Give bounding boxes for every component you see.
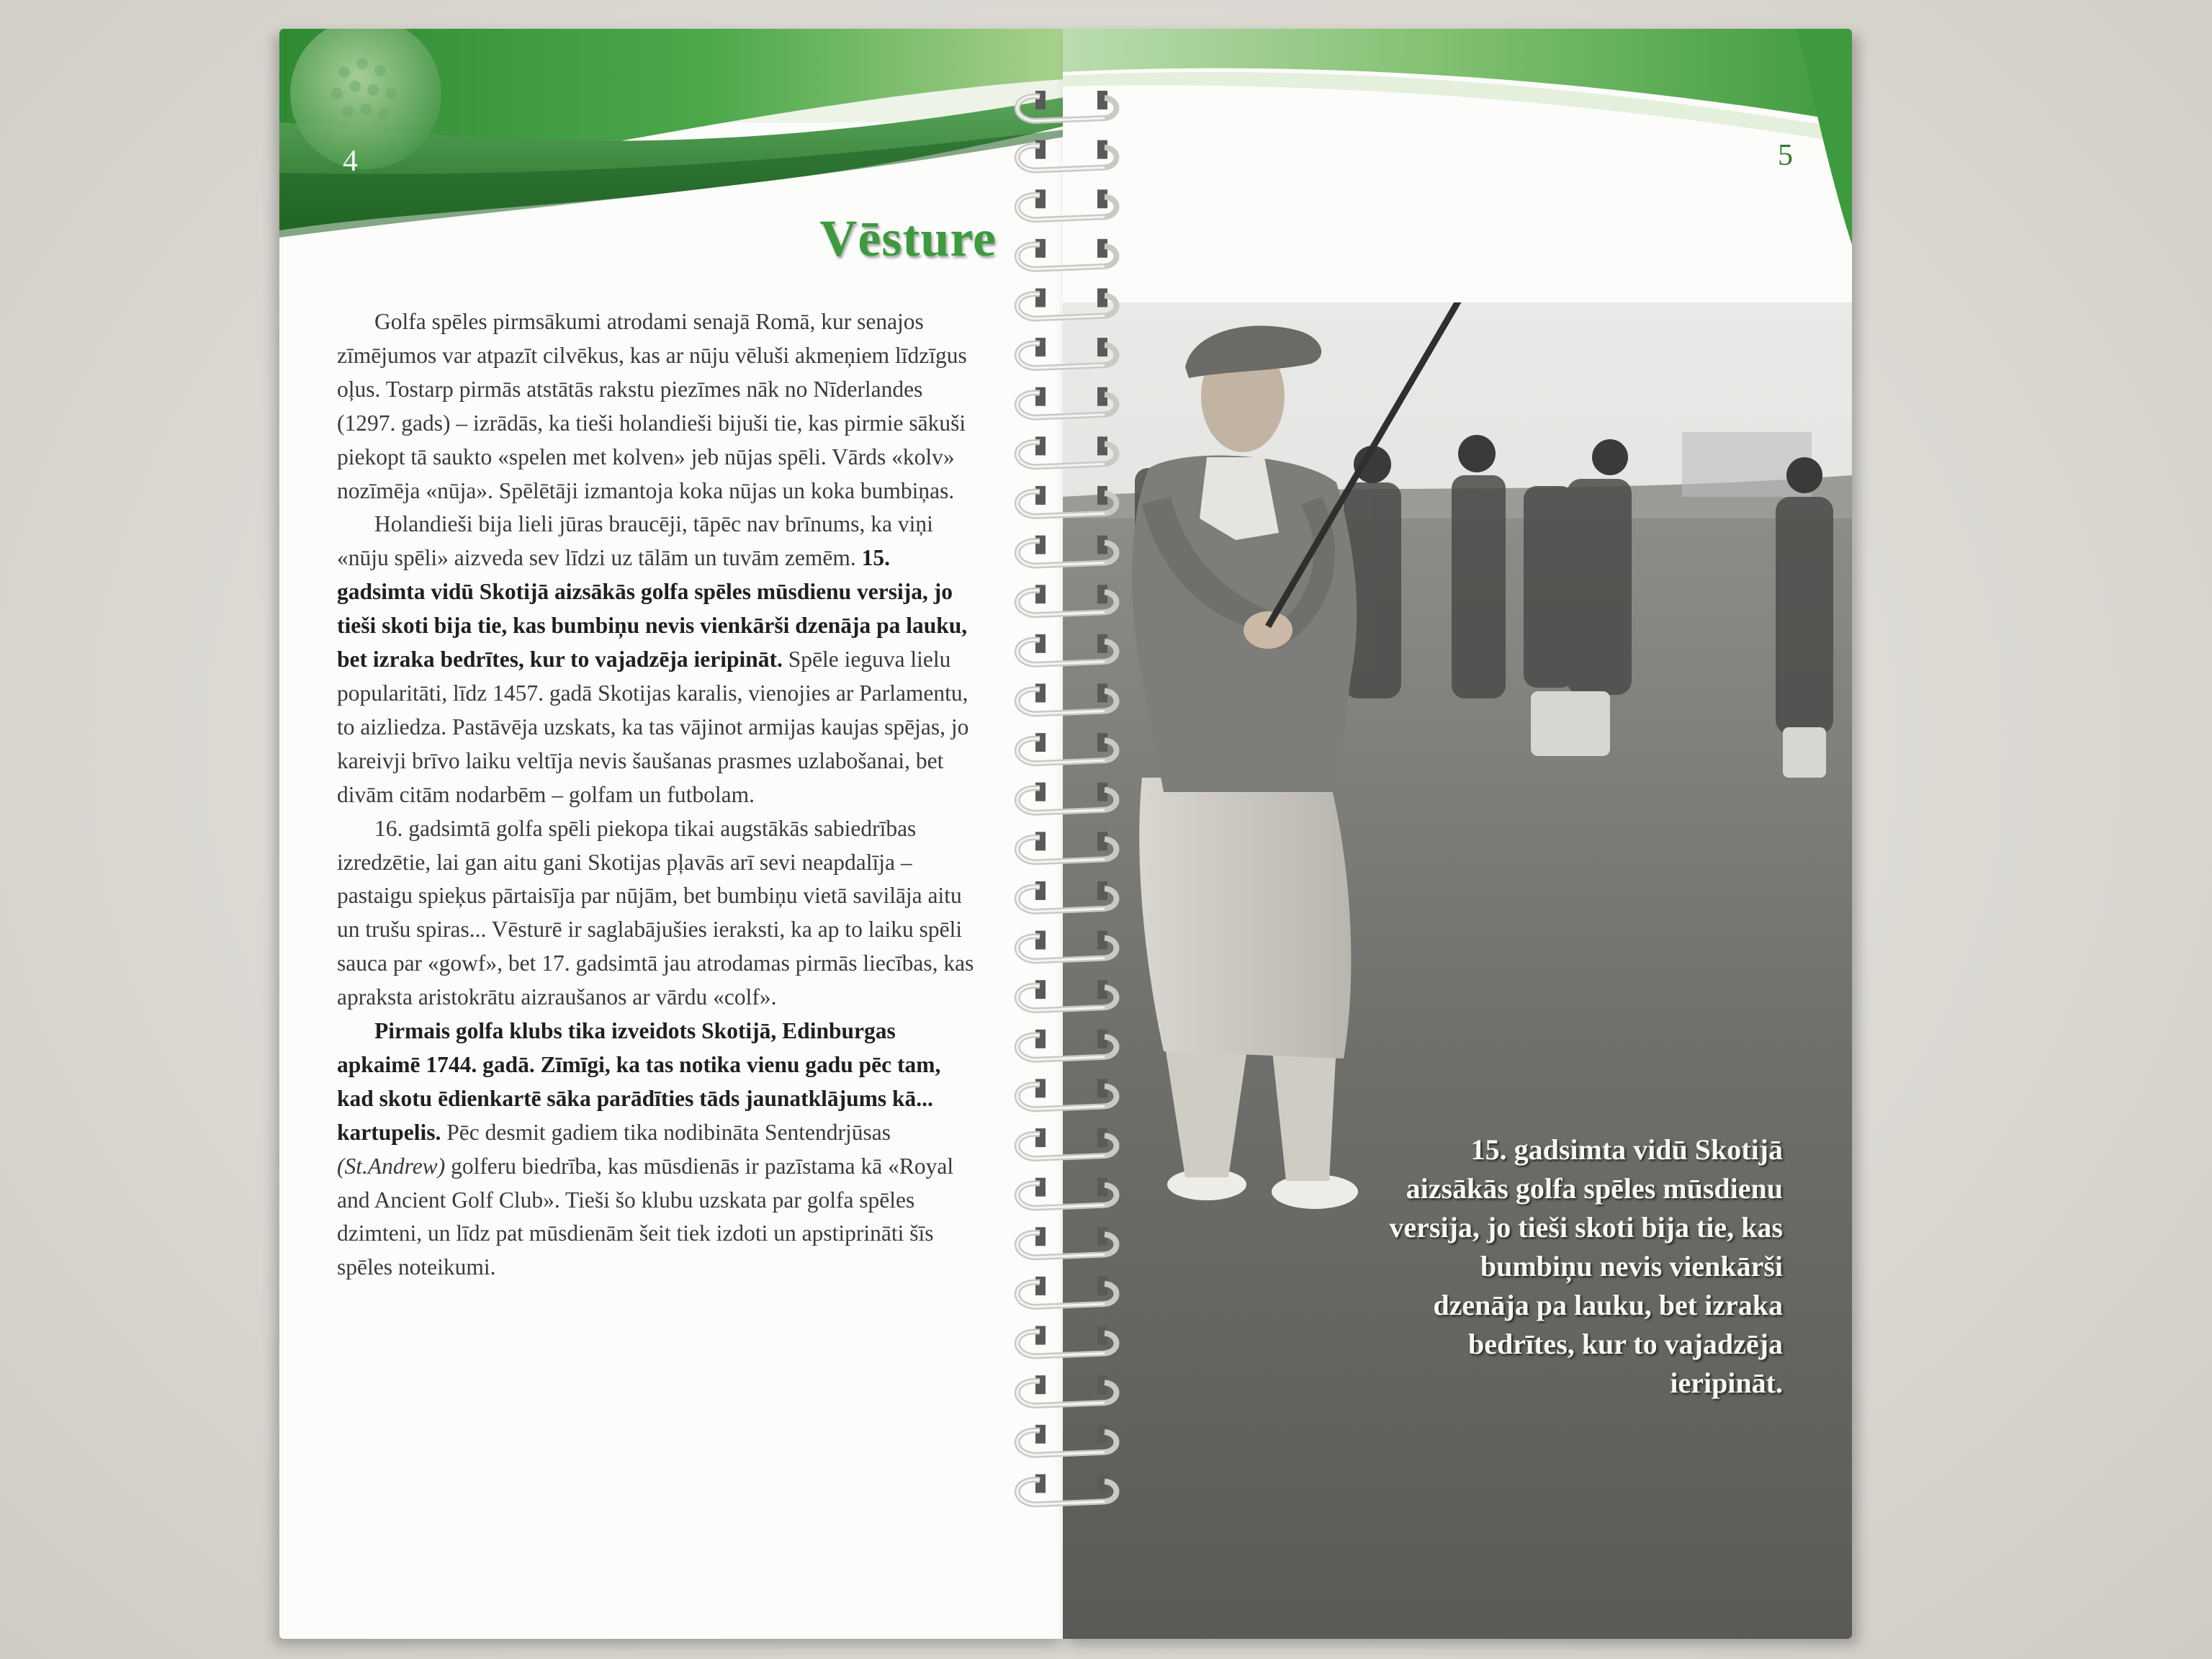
spiral-ring xyxy=(1017,387,1117,418)
spiral-ring xyxy=(1017,91,1117,121)
spiral-ring xyxy=(1017,486,1117,516)
spiral-ring xyxy=(1017,1474,1117,1504)
spiral-ring xyxy=(1017,1326,1117,1357)
page-number-left: 4 xyxy=(343,145,358,178)
page-title: Vēsture xyxy=(819,210,997,267)
body-paragraph xyxy=(337,812,978,1015)
spiral-ring xyxy=(1017,683,1117,714)
spiral-ring xyxy=(1017,783,1117,813)
text-run: Golfa spēles pirmsākumi atrodami senajā Romā, kur senajos zīmējumos var atpazīt cilvēkus, kas ar nūju vēluši akmeņiem līdzīgus oļus. Tostarp pirmās atstātās rakstu piezīmes nāk no Nīderlandes (1297. gads) – izrādās, ka tieši holandieši bijuši tie, kas pirmie sākuši piekopt tā saukto «spelen met kolven» jeb nūjas spēli. Vārds «kolv» nozīmēja «nūja». Spēlētāji izmantoja koka nūjas un koka bumbiņas. xyxy=(337,309,967,503)
spiral-ring xyxy=(1017,1079,1117,1109)
spiral-ring xyxy=(1017,1277,1117,1307)
spiral-ring xyxy=(1017,1375,1117,1406)
spiral-ring xyxy=(1017,536,1117,566)
spiral-ring xyxy=(1017,1425,1117,1455)
spiral-ring xyxy=(1017,338,1117,368)
spiral-ring xyxy=(1017,1030,1117,1060)
spiral-ring xyxy=(1017,931,1117,961)
photo-caption: 15. gadsimta vidū Skotijā aizsākās golfa spēles mūsdienu versija, jo tieši skoti bija tie, kas bumbiņu nevis vienkārši dzenāja pa lauku, bet izraka bedrītes, kur to vajadzēja ieripināt. xyxy=(1389,1133,1783,1399)
text-run: Holandieši bija lieli jūras braucēji, tāpēc nav brīnums, ka viņi «nūju spēli» aizveda sev līdzi uz tālām un tuvām zemēm. xyxy=(337,511,933,571)
right-page xyxy=(1063,29,1852,1639)
spiral-ring xyxy=(1017,634,1117,665)
spiral-ring xyxy=(1017,189,1117,220)
body-paragraph xyxy=(337,508,978,811)
spiral-ring xyxy=(1017,881,1117,912)
history-body-text xyxy=(337,305,978,1285)
spiral-ring xyxy=(1017,1178,1117,1208)
spiral-ring xyxy=(1017,1128,1117,1159)
text-run: golferu biedrība, kas mūsdienās ir pazīstama kā «Royal and Ancient Golf Club». Tieši šo klubu uzskata par golfa spēles dzimteni, un līdz pat mūsdienām šeit tiek izdoti un apstiprināti šīs spēles noteikumi. xyxy=(337,1153,954,1280)
text-run: Spēle ieguva lielu popularitāti, līdz 1457. gadā Skotijas karalis, vienojies ar Parlamentu, to aizliedza. Pastāvēja uzskats, ka tas vājinot armijas kaujas spējas, jo kareivji brīvo laiku veltīja nevis šaušanas prasmes uzlabošanai, bet divām citām nodarbēm – golfam un futbolam. xyxy=(337,647,969,807)
bold-text-run: 15. gadsimta vidū Skotijā aizsākās golfa spēles mūsdienu versija, jo tieši skoti bija tie, kas bumbiņu nevis vienkārši dzenāja pa lauku, bet izraka bedrītes, kur to vajadzēja ieripināt. xyxy=(337,545,968,673)
spiral-ring xyxy=(1017,832,1117,862)
italic-text-run: (St.Andrew) xyxy=(337,1153,446,1179)
spiral-binding xyxy=(1005,79,1129,1512)
spiral-ring xyxy=(1017,436,1117,467)
spiral-ring xyxy=(1017,289,1117,319)
body-paragraph xyxy=(337,1015,978,1285)
spiral-ring xyxy=(1017,140,1117,171)
spiral-ring xyxy=(1017,239,1117,269)
left-page xyxy=(279,29,1064,1639)
spiral-ring xyxy=(1017,1227,1117,1257)
right-page-header-band xyxy=(1063,29,1852,259)
bold-text-run: Pirmais golfa klubs tika izveidots Skotijā, Edinburgas apkaimē 1744. gadā. Zīmīgi, ka tas notika vienu gadu pēc tam, kad skotu ēdienkartē sāka parādīties tāds jaunatklājums kā... kartupelis. xyxy=(337,1018,941,1145)
page-number-right: 5 xyxy=(1778,139,1793,172)
golfer-photo xyxy=(1063,302,1852,1639)
body-paragraph xyxy=(337,305,978,508)
text-run: 16. gadsimtā golfa spēli piekopa tikai augstākās sabiedrības izredzētie, lai gan aitu gani Skotijas pļavās arī sevi neapdalīja – pastaigu spieķus pārtaisīja par nūjām, bet bumbiņu vietā savilāja aitu un trušu spiras... Vēsturē ir saglabājušies ieraksti, ka ap to laiku spēli sauca par «gowf», bet 17. gadsimtā jau atrodamas pirmās liecības, kas apraksta aristokrātu aizraušanos ar vārdu «colf». xyxy=(337,815,974,1010)
text-run: Pēc desmit gadiem tika nodibināta Sentendrjūsas xyxy=(441,1119,891,1145)
spiral-ring xyxy=(1017,733,1117,763)
spiral-ring xyxy=(1017,585,1117,615)
spiral-ring xyxy=(1017,980,1117,1010)
